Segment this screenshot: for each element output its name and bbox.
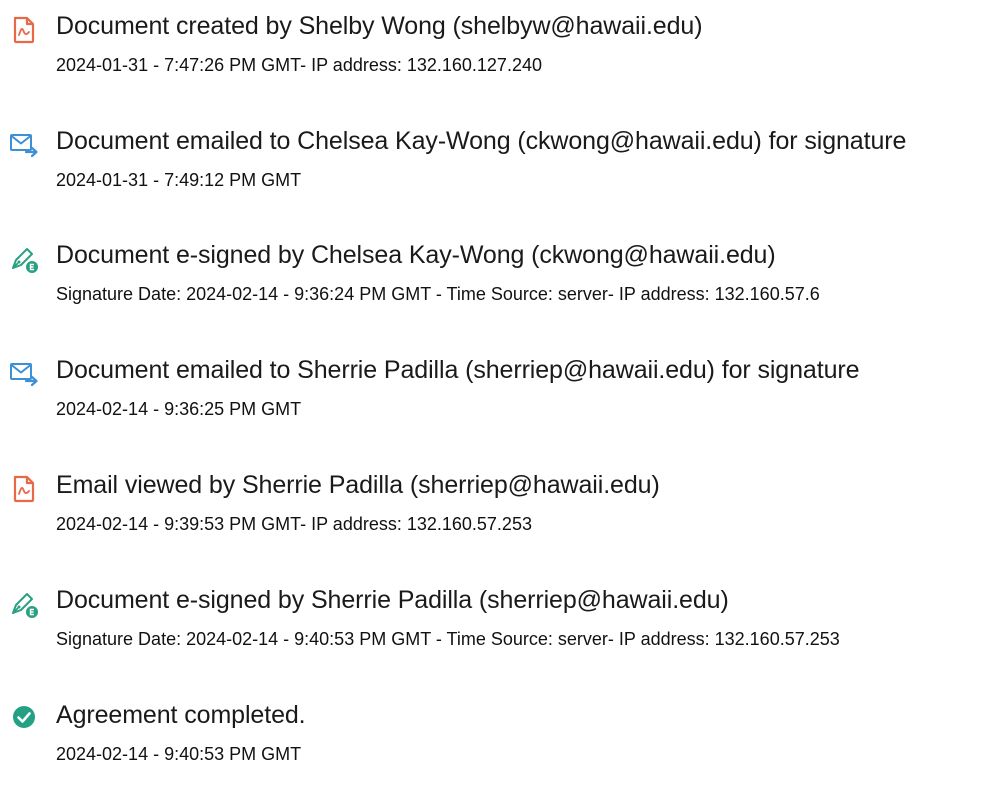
event-title: Document emailed to Chelsea Kay-Wong (ckwong@hawaii.edu) for signature bbox=[56, 127, 907, 155]
document-icon bbox=[9, 474, 39, 504]
event-title: Document created by Shelby Wong (shelbyw@hawaii.edu) bbox=[56, 12, 703, 40]
email-sent-icon bbox=[9, 359, 39, 389]
event-detail: 2024-02-14 - 9:36:25 PM GMT bbox=[56, 399, 302, 419]
audit-event-agreement-completed bbox=[0, 700, 987, 790]
audit-event-document-emailed bbox=[0, 355, 987, 445]
event-title: Agreement completed. bbox=[56, 701, 306, 729]
document-icon bbox=[9, 15, 39, 45]
event-title: Document e-signed by Chelsea Kay-Wong (ckwong@hawaii.edu) bbox=[56, 241, 776, 269]
event-title: Document e-signed by Sherrie Padilla (sherriep@hawaii.edu) bbox=[56, 586, 729, 614]
audit-event-document-signed bbox=[0, 240, 987, 330]
event-title: Document emailed to Sherrie Padilla (sherriep@hawaii.edu) for signature bbox=[56, 356, 860, 384]
e-sign-icon bbox=[9, 589, 39, 619]
event-detail: Signature Date: 2024-02-14 - 9:36:24 PM GMT - Time Source: server- IP address: 132.160.57.6 bbox=[56, 284, 820, 304]
e-sign-icon bbox=[9, 244, 39, 274]
event-detail: 2024-01-31 - 7:49:12 PM GMT bbox=[56, 170, 302, 190]
event-detail: Signature Date: 2024-02-14 - 9:40:53 PM GMT - Time Source: server- IP address: 132.160.57.253 bbox=[56, 629, 840, 649]
audit-event-document-created bbox=[0, 11, 987, 101]
event-title: Email viewed by Sherrie Padilla (sherriep@hawaii.edu) bbox=[56, 471, 660, 499]
checkmark-circle-icon bbox=[9, 704, 39, 734]
email-sent-icon bbox=[9, 130, 39, 160]
audit-event-document-signed bbox=[0, 585, 987, 675]
event-detail: 2024-02-14 - 9:39:53 PM GMT- IP address: 132.160.57.253 bbox=[56, 514, 532, 534]
event-detail: 2024-01-31 - 7:47:26 PM GMT- IP address: 132.160.127.240 bbox=[56, 55, 542, 75]
audit-event-document-emailed bbox=[0, 126, 987, 216]
audit-event-email-viewed bbox=[0, 470, 987, 560]
event-detail: 2024-02-14 - 9:40:53 PM GMT bbox=[56, 744, 302, 764]
